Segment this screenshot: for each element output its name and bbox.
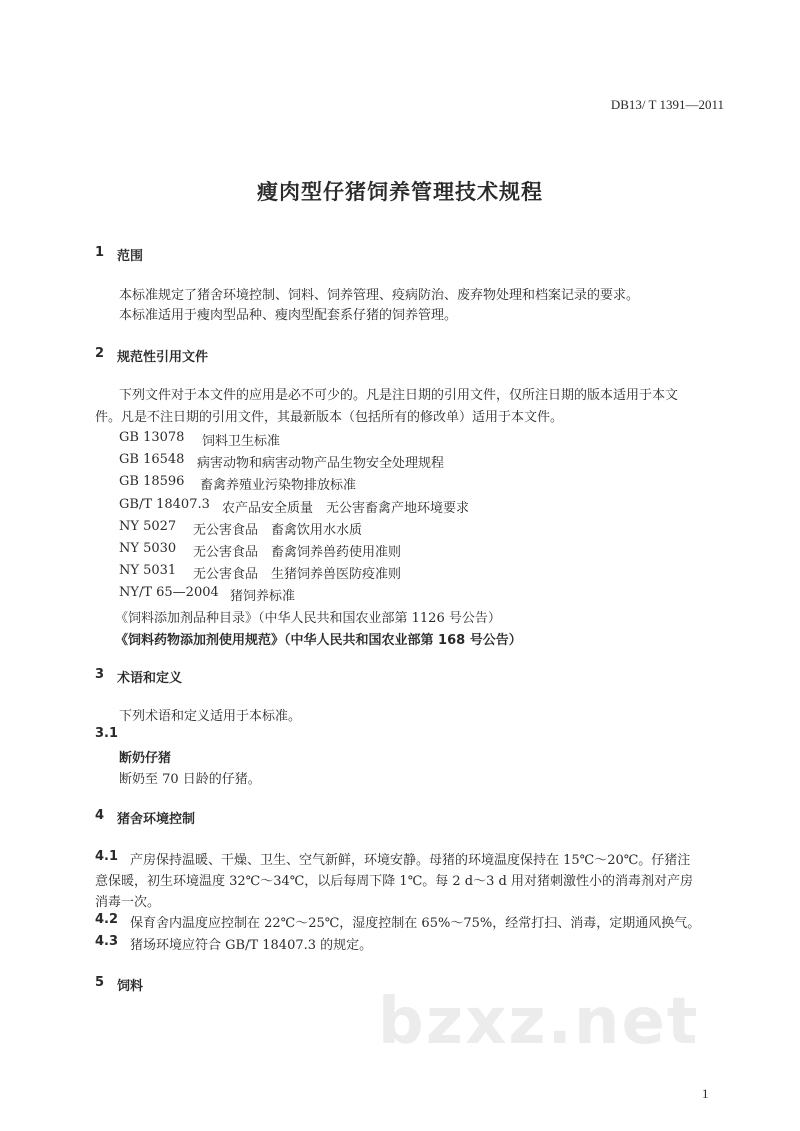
section-number: 1 bbox=[95, 245, 105, 260]
section-number: 2 bbox=[95, 346, 105, 361]
clause-number: 4.3 bbox=[95, 934, 119, 949]
section-number: 4 bbox=[95, 808, 105, 823]
ref-name: 农产品安全质量 无公害畜禽产地环境要求 bbox=[222, 501, 470, 516]
section-heading-references: 规范性引用文件 bbox=[117, 350, 209, 365]
section-number: 3 bbox=[95, 667, 105, 682]
paragraph: 本标准适用于瘦肉型品种、瘦肉型配套系仔猪的饲养管理。 bbox=[119, 308, 458, 323]
term-number: 3.1 bbox=[95, 726, 119, 741]
ref-doc: 《饲料添加剂品种目录》（中华人民共和国农业部第 1126 号公告） bbox=[115, 611, 501, 626]
clause-number: 4.2 bbox=[95, 912, 119, 927]
paragraph: 件。凡是不注日期的引用文件，其最新版本（包括所有的修改单）适用于本文件。 bbox=[95, 410, 564, 425]
ref-code: NY 5031 bbox=[119, 563, 177, 578]
term-heading: 断奶仔猪 bbox=[119, 751, 172, 766]
paragraph: 保育舍内温度应控制在 22℃～25℃，湿度控制在 65%～75%，经常打扫、消毒，定期通风换气。 bbox=[130, 916, 701, 931]
ref-code: NY/T 65—2004 bbox=[119, 585, 219, 600]
ref-code: NY 5027 bbox=[119, 519, 177, 534]
paragraph: 产房保持温暖、干燥、卫生、空气新鲜，环境安静。母猪的环境温度保持在 15℃～20℃。仔猪注 bbox=[130, 853, 691, 868]
section-heading-scope: 范围 bbox=[117, 249, 144, 264]
paragraph: 猪场环境应符合 GB/T 18407.3 的规定。 bbox=[130, 938, 373, 953]
ref-name: 无公害食品 生猪饲养兽医防疫准则 bbox=[193, 567, 402, 582]
section-heading-terms: 术语和定义 bbox=[117, 671, 183, 686]
term-definition: 断奶至 70 日龄的仔猪。 bbox=[119, 772, 261, 787]
ref-code: GB 18596 bbox=[119, 474, 185, 489]
ref-code: NY 5030 bbox=[119, 541, 177, 556]
ref-name: 无公害食品 畜禽饲养兽药使用准则 bbox=[193, 545, 402, 560]
ref-code: GB/T 18407.3 bbox=[119, 497, 210, 512]
page-number: 1 bbox=[702, 1086, 709, 1101]
paragraph: 意保暖，初生环境温度 32℃～34℃，以后每周下降 1℃。每 2 d～3 d 用对猪刺激性小的消毒剂对产房 bbox=[95, 874, 693, 889]
document-title: 瘦肉型仔猪饲养管理技术规程 bbox=[257, 180, 543, 204]
ref-name: 猪饲养标准 bbox=[230, 589, 296, 604]
ref-name: 饲料卫生标准 bbox=[202, 434, 281, 449]
paragraph: 下列文件对于本文件的应用是必不可少的。凡是注日期的引用文件，仅所注日期的版本适用于本文 bbox=[119, 388, 679, 403]
section-heading-feed: 饲料 bbox=[117, 979, 144, 994]
ref-doc: 《饲料药物添加剂使用规范》（中华人民共和国农业部第 168 号公告） bbox=[115, 633, 522, 648]
paragraph: 消毒一次。 bbox=[95, 895, 161, 910]
ref-name: 病害动物和病害动物产品生物安全处理规程 bbox=[197, 456, 445, 471]
paragraph: 本标准规定了猪舍环境控制、饲料、饲养管理、疫病防治、废弃物处理和档案记录的要求。 bbox=[119, 288, 640, 303]
ref-code: GB 13078 bbox=[119, 430, 185, 445]
clause-number: 4.1 bbox=[95, 849, 119, 864]
watermark: bzxz.net bbox=[378, 985, 700, 1059]
section-heading-environment: 猪舍环境控制 bbox=[117, 812, 196, 827]
standard-code: DB13/ T 1391—2011 bbox=[610, 97, 724, 112]
section-number: 5 bbox=[95, 975, 105, 990]
ref-name: 无公害食品 畜禽饮用水水质 bbox=[193, 523, 363, 538]
ref-code: GB 16548 bbox=[119, 452, 185, 467]
ref-name: 畜禽养殖业污染物排放标准 bbox=[200, 478, 357, 493]
paragraph: 下列术语和定义适用于本标准。 bbox=[119, 709, 302, 724]
